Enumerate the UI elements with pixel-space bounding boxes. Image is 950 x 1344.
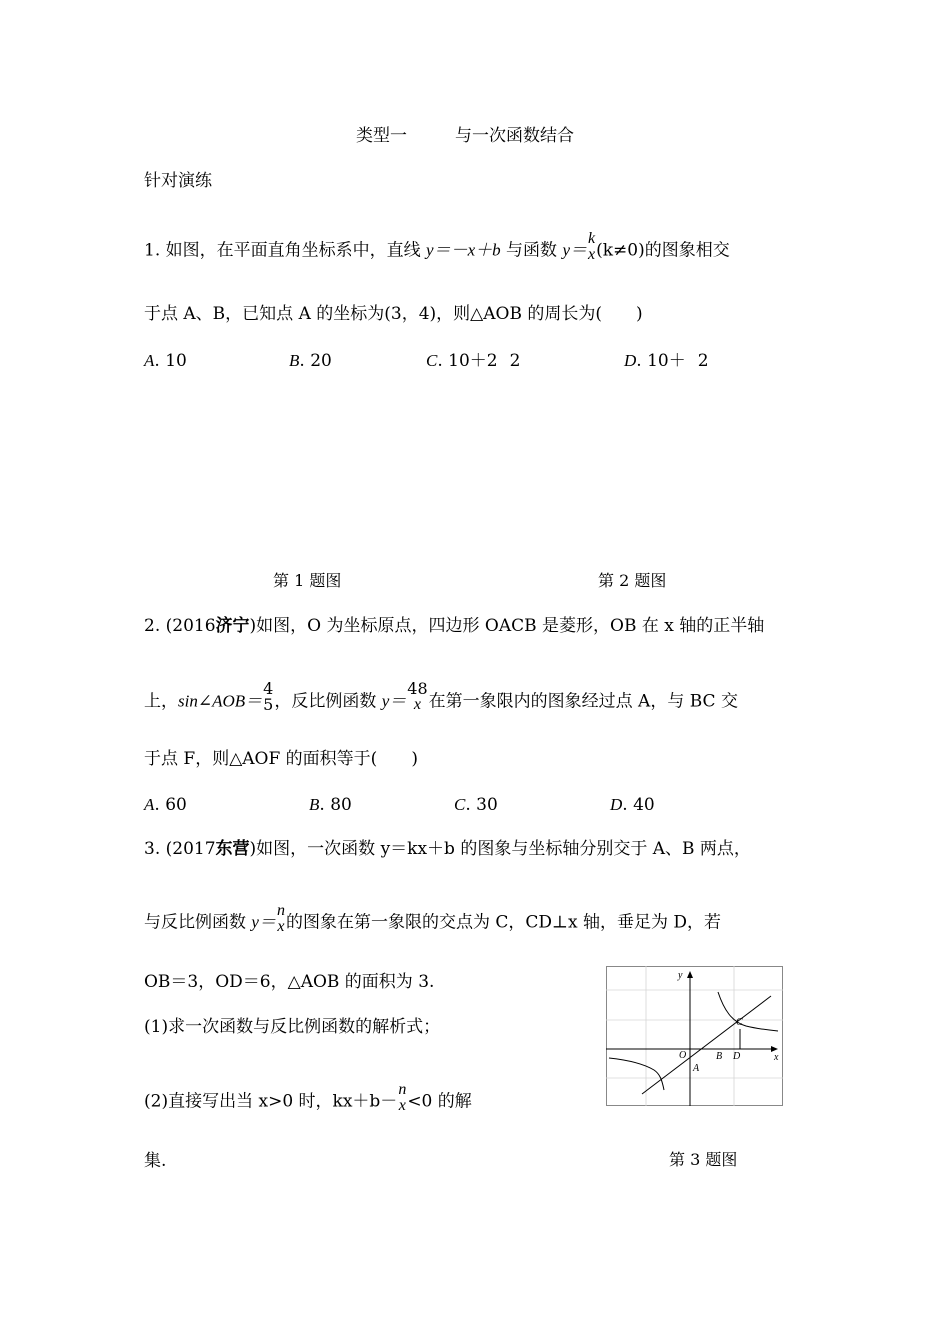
q2-lead: 2. (2016 xyxy=(144,616,216,636)
q1-text-a: 如图，在平面直角坐标系中，直线 xyxy=(165,240,421,261)
q3-text-2c: 的图象在第一象限的交点为 C，CD⊥x 轴，垂足为 D，若 xyxy=(285,912,722,933)
option-letter: B xyxy=(289,351,300,370)
q2-text-1: )如图，O 为坐标原点，四边形 OACB 是菱形，OB 在 x 轴的正半轴 xyxy=(249,616,765,636)
fig3-label-d: D xyxy=(733,1051,741,1062)
q3-frac-den: x xyxy=(277,918,285,935)
option-radicand: 2 xyxy=(509,351,521,371)
fig3-graph xyxy=(606,966,783,1106)
q3-line3: OB＝3，OD＝6，△AOB 的面积为 3. xyxy=(144,972,435,992)
option-text: . 20 xyxy=(299,351,332,371)
q3-func-expr: y＝ xyxy=(251,912,276,932)
q1-option-b xyxy=(289,352,332,370)
option-text: . 80 xyxy=(319,795,352,815)
option-letter: C xyxy=(454,795,466,814)
q2-text-2a: 上， xyxy=(144,691,178,712)
q3-part1: (1)求一次函数与反比例函数的解析式； xyxy=(144,1017,441,1037)
q2-sin-expr: sin∠AOB＝ xyxy=(178,691,263,711)
q2-option-b xyxy=(309,796,352,814)
q3-lead: 3. (2017 xyxy=(144,839,216,859)
option-text: . 10＋ xyxy=(636,351,686,371)
q3-part2-text-a: (2)直接写出当 x>0 时，kx＋b－ xyxy=(144,1091,398,1112)
q3-part2-fraction xyxy=(398,1082,406,1114)
q2-text-2c: ，反比例函数 xyxy=(274,691,377,712)
option-letter: A xyxy=(144,351,155,370)
fig3-label-y: y xyxy=(678,970,683,981)
subheading: 针对演练 xyxy=(144,171,212,191)
q2-place: 济宁 xyxy=(215,616,250,636)
q3-part2-num: n xyxy=(398,1081,407,1098)
q1-text-b: 与函数 xyxy=(506,240,558,261)
q1-number: 1. xyxy=(144,240,161,261)
q2-frac1-num: 4 xyxy=(263,679,274,698)
section-heading xyxy=(356,128,574,145)
q2-fraction-func xyxy=(407,681,427,713)
q1-expr-line: y＝－x＋b xyxy=(426,240,501,260)
q2-option-c xyxy=(454,796,498,814)
option-text: . 60 xyxy=(154,795,187,815)
q1-frac-num: k xyxy=(588,230,596,247)
option-letter: D xyxy=(610,795,623,814)
fig3-frame xyxy=(607,967,783,1106)
option-text: . 40 xyxy=(622,795,655,815)
option-letter: B xyxy=(309,795,320,814)
fig3-label-x: x xyxy=(774,1052,779,1063)
q1-option-c xyxy=(426,352,520,370)
q2-line2 xyxy=(144,679,738,718)
q3-part2 xyxy=(144,1081,472,1118)
q1-frac-den: x xyxy=(588,246,596,263)
q1-line1 xyxy=(144,230,730,267)
heading-title: 与一次函数结合 xyxy=(455,126,574,146)
option-text: . 30 xyxy=(465,795,498,815)
q3-part2-text-b: <0 的解 xyxy=(407,1091,472,1112)
option-text: . 10 xyxy=(154,351,187,371)
q2-frac2-num: 48 xyxy=(407,679,428,698)
option-radicand: 2 xyxy=(697,351,709,371)
heading-type: 类型一 xyxy=(356,126,407,146)
q3-frac-num: n xyxy=(276,902,285,919)
option-letter: C xyxy=(426,351,438,370)
q3-part2-continued: 集. xyxy=(144,1151,167,1171)
q3-line2 xyxy=(144,902,722,939)
fig2-caption: 第 2 题图 xyxy=(598,571,667,590)
q3-part2-den: x xyxy=(398,1097,406,1114)
option-letter: A xyxy=(144,795,155,814)
q2-frac1-den: 5 xyxy=(263,695,274,714)
q2-fraction-sin xyxy=(263,681,273,713)
q1-fraction xyxy=(588,231,595,263)
q1-option-a xyxy=(144,352,187,370)
q2-option-d xyxy=(610,796,655,814)
fig3-label-c: C xyxy=(736,1017,743,1028)
q1-expr-func: y＝ xyxy=(562,240,587,260)
q2-text-2e: 在第一象限内的图象经过点 A，与 BC 交 xyxy=(428,691,738,712)
q2-func-expr: y＝ xyxy=(381,691,407,711)
q1-text-c: (k≠0)的图象相交 xyxy=(596,240,730,261)
option-text: . 10＋2 xyxy=(437,351,498,371)
fig3-label-b: B xyxy=(716,1051,723,1062)
fig3-caption: 第 3 题图 xyxy=(669,1150,738,1169)
q2-line3: 于点 F，则△AOF 的面积等于( ) xyxy=(144,749,418,769)
q3-place: 东营 xyxy=(215,839,250,859)
q3-text-1: )如图，一次函数 y＝kx＋b 的图象与坐标轴分别交于 A、B 两点， xyxy=(249,839,751,859)
q2-frac2-den: x xyxy=(413,696,422,713)
q3-text-2a: 与反比例函数 xyxy=(144,912,246,933)
q3-fraction xyxy=(277,903,285,935)
q1-option-d xyxy=(624,352,709,370)
q2-line1 xyxy=(144,618,764,635)
fig3-label-o: O xyxy=(679,1050,687,1061)
q3-line1 xyxy=(144,841,751,858)
fig3-label-a: A xyxy=(693,1063,700,1074)
fig1-caption: 第 1 题图 xyxy=(273,571,342,590)
q2-option-a xyxy=(144,796,187,814)
q1-line2: 于点 A、B，已知点 A 的坐标为(3，4)，则△AOB 的周长为( ) xyxy=(144,304,643,324)
option-letter: D xyxy=(624,351,637,370)
